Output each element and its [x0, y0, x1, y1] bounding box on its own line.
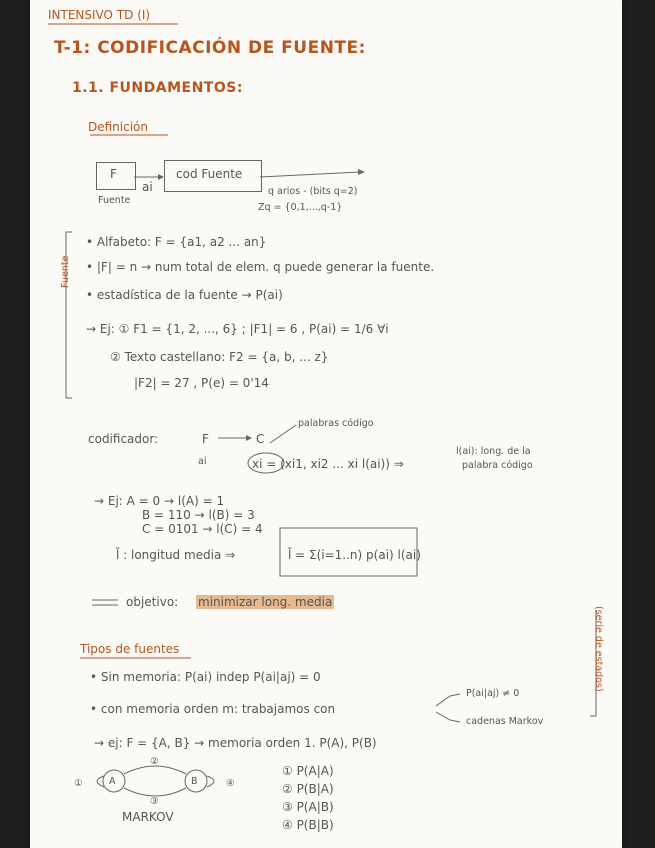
longitud-media-label: l̄ : longitud media ⇒ [116, 548, 236, 562]
palabras-codigo-label: palabras código [298, 418, 374, 429]
estadistica-line: • estadística de la fuente → P(ai) [86, 288, 283, 302]
fuente-side-label: Fuente [60, 255, 71, 288]
section-heading: 1.1. FUNDAMENTOS: [72, 80, 243, 96]
q-arios-note: q arios - (bits q=2) [268, 186, 358, 197]
header-label: INTENSIVO TD (I) [48, 8, 151, 22]
markov-example: → ej: F = {A, B} → memoria orden 1. P(A), P(B) [94, 736, 377, 750]
dep-note: P(ai|aj) ≠ 0 [466, 688, 520, 699]
state-b: B [191, 776, 198, 787]
markov-chain-note: cadenas Markov [466, 716, 544, 727]
notebook-page [30, 0, 622, 848]
edge-3: ③ [150, 796, 159, 807]
longitud-media-formula: l̄ = Σ(i=1..n) p(ai) l(ai) [288, 548, 421, 562]
alfabeto-line: • Alfabeto: F = {a1, a2 ... an} [86, 235, 267, 249]
edge-1: ① [74, 778, 83, 789]
cardinal-line: • |F| = n → num total de elem. q puede generar la fuente. [86, 260, 435, 274]
prob-3: ③ P(A|B) [282, 800, 334, 814]
ej-b: B = 110 → l(B) = 3 [142, 508, 255, 522]
source-letter: F [110, 167, 117, 181]
edge-2: ② [150, 756, 159, 767]
ej-c: C = 0101 → l(C) = 4 [142, 522, 263, 536]
objetivo-label: objetivo: [126, 595, 179, 609]
source-caption: Fuente [98, 195, 131, 206]
encoder-label: cod Fuente [176, 167, 243, 181]
definicion-heading: Definición [88, 120, 148, 134]
serie-estados-note: (serie de estados) [593, 606, 604, 692]
example-2-values: |F2| = 27 , P(e) = 0'14 [134, 376, 269, 390]
objetivo-value: minimizar long. media [198, 595, 333, 609]
symbol-label: ai [142, 180, 153, 194]
prob-2: ② P(B|A) [282, 782, 334, 796]
long-note-2: palabra código [462, 460, 533, 471]
state-a: A [109, 776, 116, 787]
prob-1: ① P(A|A) [282, 764, 334, 778]
con-memoria-line: • con memoria orden m: trabajamos con [90, 702, 336, 716]
codificador-f: F [202, 432, 209, 446]
codificador-ai: ai [198, 456, 207, 467]
example-1-line: → Ej: ① F1 = {1, 2, ..., 6} ; |F1| = 6 , P(ai) = 1/6 ∀i [86, 322, 389, 336]
page-title: T-1: CODIFICACIÓN DE FUENTE: [54, 38, 366, 58]
prob-4: ④ P(B|B) [282, 818, 334, 832]
sin-memoria-line: • Sin memoria: P(ai) indep P(ai|aj) = 0 [90, 670, 321, 684]
zq-set: Zq = {0,1,...,q-1} [258, 202, 343, 213]
example-2-line: ② Texto castellano: F2 = {a, b, ... z} [110, 350, 329, 364]
long-note-1: l(ai): long. de la [456, 446, 531, 457]
tipos-heading: Tipos de fuentes [80, 642, 180, 656]
codificador-label: codificador: [88, 432, 159, 446]
edge-4: ④ [226, 778, 235, 789]
codeword-line: xi = (xi1, xi2 ... xi l(ai)) ⇒ [252, 457, 404, 471]
objetivo-highlight [196, 595, 334, 609]
markov-caption: MARKOV [122, 810, 174, 824]
codificador-c: C [256, 432, 265, 446]
ej-a: → Ej: A = 0 → l(A) = 1 [94, 494, 225, 508]
